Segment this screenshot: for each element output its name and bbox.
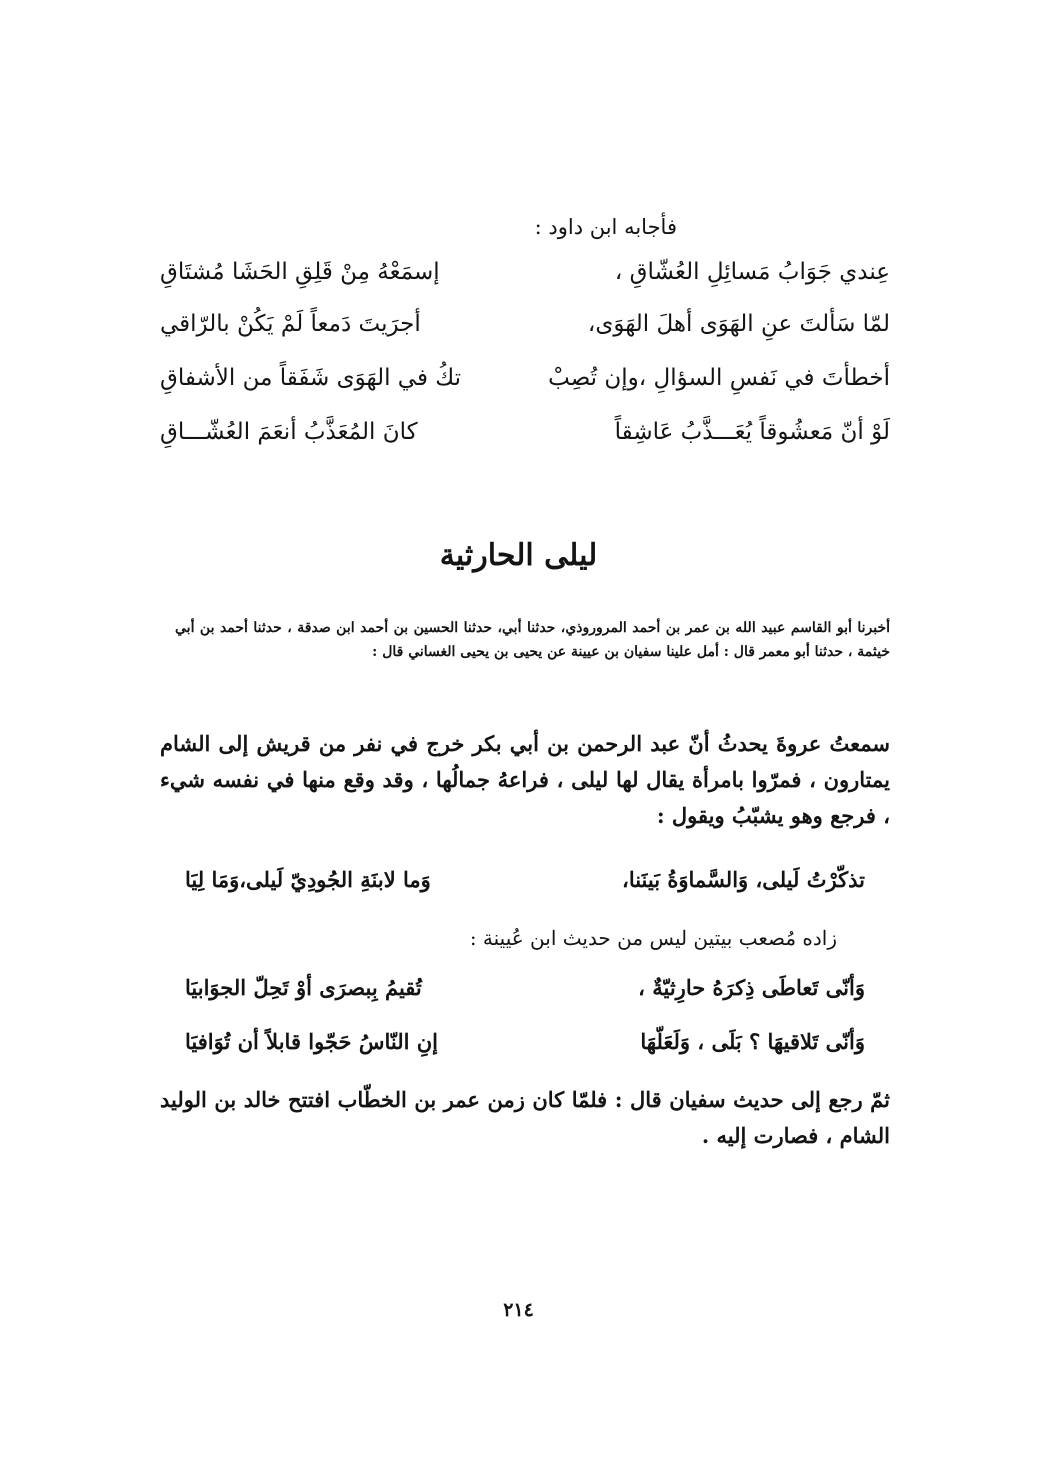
section-title: ليلى الحارثية (439, 538, 598, 573)
narrative-paragraph-2: ثمّ رجع إلى حديث سفيان قال : فلمّا كان زمن عمر بن الخطّاب افتتح خالد بن الوليد الشام ، فصارت إليه . (160, 1087, 890, 1148)
poem1-verse-3 (160, 356, 890, 400)
page-number: ٢١٤ (503, 1299, 534, 1321)
poem1-verse-1-first-hemistich: عِندي جَوَابُ مَسائِلِ العُشّاقِ ، (614, 259, 890, 285)
poem2-verse-3-first-hemistich: وَأنّى تَلاقيهَا ؟ بَلَى ، وَلَعَلّهَا (640, 1029, 865, 1054)
poem2-verse-2 (185, 966, 865, 1010)
narrator-note: زاده مُصعب بيتين ليس من حديث ابن عُيينة : (469, 926, 837, 950)
poem2-verse-1-second-hemistich: وَما لابنَةِ الجُودِيّ لَيلى،وَمَا لِيَا (185, 867, 431, 892)
poem1-verse-2 (160, 302, 890, 346)
poem2-verse-1-first-hemistich: تذكّرْتُ لَيلى، وَالسَّماوَةُ بَينَنا، (622, 867, 865, 892)
poem1-verse-1 (160, 250, 890, 294)
isnad-paragraph: أخبرنا أبو القاسم عبيد الله بن عمر بن أحمد المروروذي، حدثنا أبي، حدثنا الحسين بن أحمد ابن صدقة ، حدثنا أحمد بن أبي خيثمة ، حدثنا أبو معمر قال : أمل علينا سفيان بن عيينة عن يحيى بن يحيى الغساني قال : (175, 620, 890, 660)
poem1-verse-3-first-hemistich: أخطأتَ في نَفسِ السؤالِ ،وإن تُصِبْ (548, 365, 890, 391)
narrative-paragraph-1: سمعتُ عروةَ يحدثُ أنّ عبد الرحمن بن أبي بكر خرج في نفر من قريش إلى الشام يمتارون ، فمرّوا بامرأة يقال لها ليلى ، فراعهُ جمالُها ، وقد وقع منها في نفسه شيء ، فرجع وهو يشبّبُ ويقول : (160, 731, 890, 828)
poem1-verse-3-second-hemistich: تكُ في الهَوَى شَفَقاً من الأشفاقِ (160, 365, 462, 391)
intro-line: فأجابه ابن داود : (534, 215, 677, 239)
poem1-verse-4-second-hemistich: كانَ المُعَذَّبُ أنعَمَ العُشّـــاقِ (160, 419, 418, 445)
poem1-verse-1-second-hemistich: إسمَعْهُ مِنْ قَلِقِ الحَشَا مُشتَاقِ (160, 259, 440, 285)
poem1-verse-4-first-hemistich: لَوْ أنّ مَعشُوقاً يُعَـــذَّبُ عَاشِقاً (614, 419, 890, 445)
poem1-verse-2-first-hemistich: لمّا سَألتَ عنِ الهَوَى أهلَ الهَوَى، (587, 311, 890, 337)
poem2-verse-3 (185, 1020, 865, 1064)
poem1-verse-2-second-hemistich: أجرَيتَ دَمعاً لَمْ يَكُنْ بالرّاقي (160, 311, 421, 337)
poem2-verse-2-first-hemistich: وَأنّى تَعاطَى ذِكرَهُ حارِثيّةٌ ، (638, 975, 865, 1000)
poem2-verse-3-second-hemistich: إنِ النّاسُ حَجّوا قابلاً أن تُوَافيَا (185, 1029, 439, 1054)
poem2-verse-2-second-hemistich: تُقيمُ بِبصرَى أوْ تَحِلّ الجوَابيَا (185, 975, 422, 1000)
poem2-verse-1 (185, 858, 865, 902)
poem1-verse-4 (160, 410, 890, 454)
